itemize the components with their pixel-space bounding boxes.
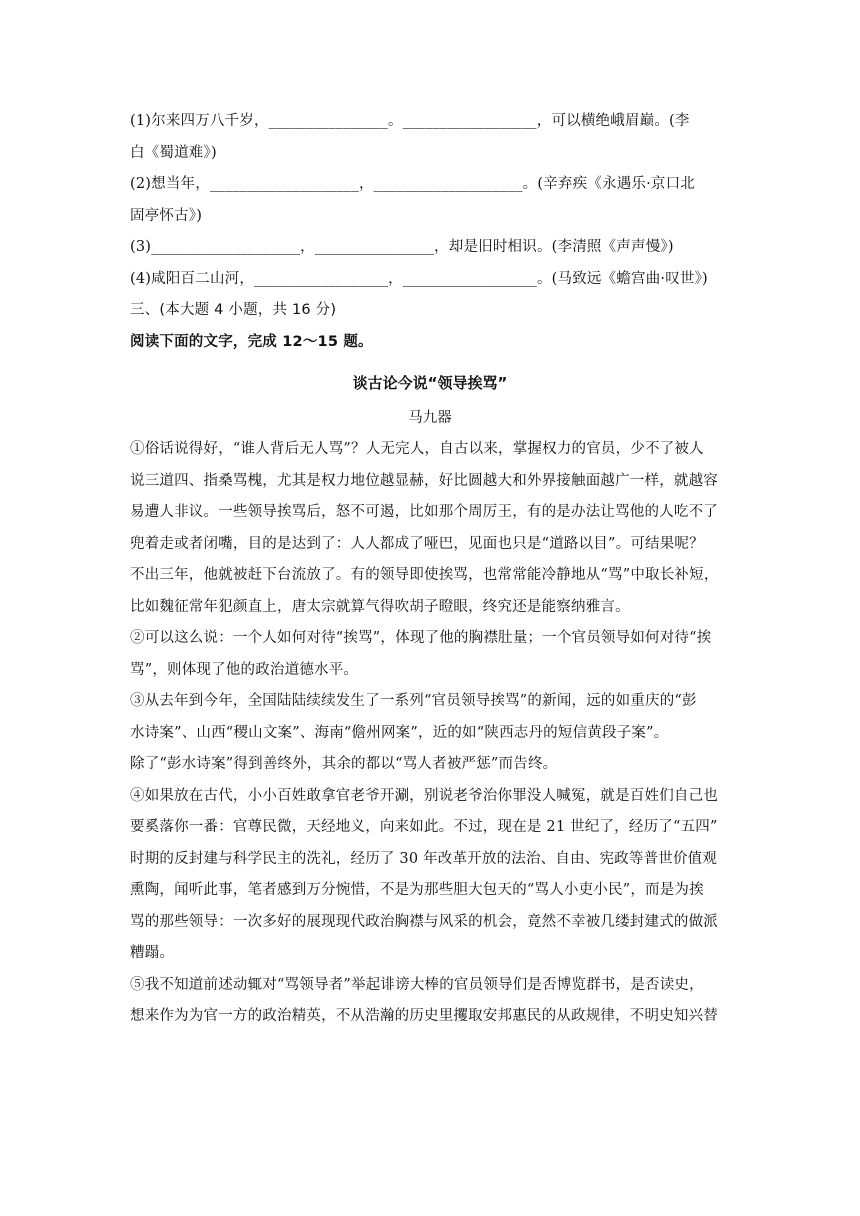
article-line: ⑤我不知道前述动辄对“骂领导者”举起诽谤大棒的官员领导们是否博览群书，是否读史，: [130, 976, 704, 993]
article-line: 说三道四、指桑骂槐，尤其是权力地位越显赫，好比圆越大和外界接触面越广一样，就越容: [130, 472, 718, 489]
question-3: (3)____________________，________________，却是旧时相识。(李清照《声声慢》): [130, 239, 674, 255]
article-line: ②可以这么说：一个人如何对待“挨骂”，体现了他的胸襟肚量；一个官员领导如何对待“挨: [130, 630, 712, 646]
article-line: 想来作为为官一方的政治精英，不从浩瀚的历史里攫取安邦惠民的从政规律，不明史知兴替: [130, 1008, 718, 1024]
question-1-line-2: 白《蜀道难》): [130, 144, 217, 161]
article-line: 易遭人非议。一些领导挨骂后，怒不可遏，比如那个周厉王，有的是办法让骂他的人吃不了: [130, 504, 718, 520]
article-line: ①俗话说得好，“谁人背后无人骂”？人无完人，自古以来，掌握权力的官员，少不了被人: [130, 441, 704, 457]
article-body: [130, 434, 730, 1033]
question-2-line-1: (2)想当年，____________________，____________________。(辛弃疾《永遇乐·京口北: [130, 176, 696, 192]
article-line: 比如魏征常年犯颜直上，唐太宗就算气得吹胡子瞪眼，终究还是能察纳雅言。: [130, 598, 630, 615]
article-line: 熏陶，闻听此事，笔者感到万分惋惜，不是为那些胆大包天的“骂人小吏小民”，而是为挨: [130, 882, 704, 898]
question-1-line-1: (1)尔来四万八千岁，________________。__________________，可以横绝峨眉巅。(李: [130, 113, 690, 129]
article-title: 谈古论今说“领导挨骂”: [352, 374, 508, 392]
article-line: 除了“彭水诗案”得到善终外，其余的都以“骂人者被严惩”而告终。: [130, 756, 558, 772]
section-heading: 三、(本大题 4 小题，共 16 分): [130, 302, 337, 318]
article-line: 糟蹋。: [130, 945, 175, 961]
article-line: 兜着走或者闭嘴，目的是达到了：人人都成了哑巴，见面也只是“道路以目”。可结果呢？: [130, 535, 704, 552]
question-2-line-2: 固亭怀古》): [130, 207, 203, 224]
question-4: (4)咸阳百二山河，__________________，__________________。(马致远《蟾宫曲·叹世》): [130, 270, 708, 287]
article-line: 时期的反封建与科学民主的洗礼，经历了 30 年改革开放的法治、自由、宪政等普世价值观: [130, 850, 718, 867]
article-line: 骂的那些领导：一次多好的展现现代政治胸襟与风采的机会，竟然不幸被几缕封建式的做派: [130, 913, 718, 930]
article-line: 骂”，则体现了他的政治道德水平。: [130, 661, 359, 678]
article-line: ④如果放在古代，小小百姓敢拿官老爷开涮，别说老爷治你罪没人喊冤，就是百姓们自己也: [130, 787, 718, 804]
article-line: 要奚落你一番：官尊民微，天经地义，向来如此。不过，现在是 21 世纪了，经历了“五四”: [130, 819, 718, 835]
article-line: 不出三年，他就被赶下台流放了。有的领导即使挨骂，也常常能冷静地从“骂”中取长补短，: [130, 567, 719, 583]
article-line: 水诗案”、山西“稷山文案”、海南“儋州网案”，近的如“陕西志丹的短信黄段子案”。: [130, 724, 669, 741]
section-instruction: 阅读下面的文字，完成 12～15 题。: [130, 333, 373, 350]
article-line: ③从去年到今年，全国陆陆续续发生了一系列“官员领导挨骂”的新闻，远的如重庆的“彭: [130, 693, 697, 709]
article-author: 马九器: [408, 410, 452, 426]
document-page: [130, 106, 730, 1033]
